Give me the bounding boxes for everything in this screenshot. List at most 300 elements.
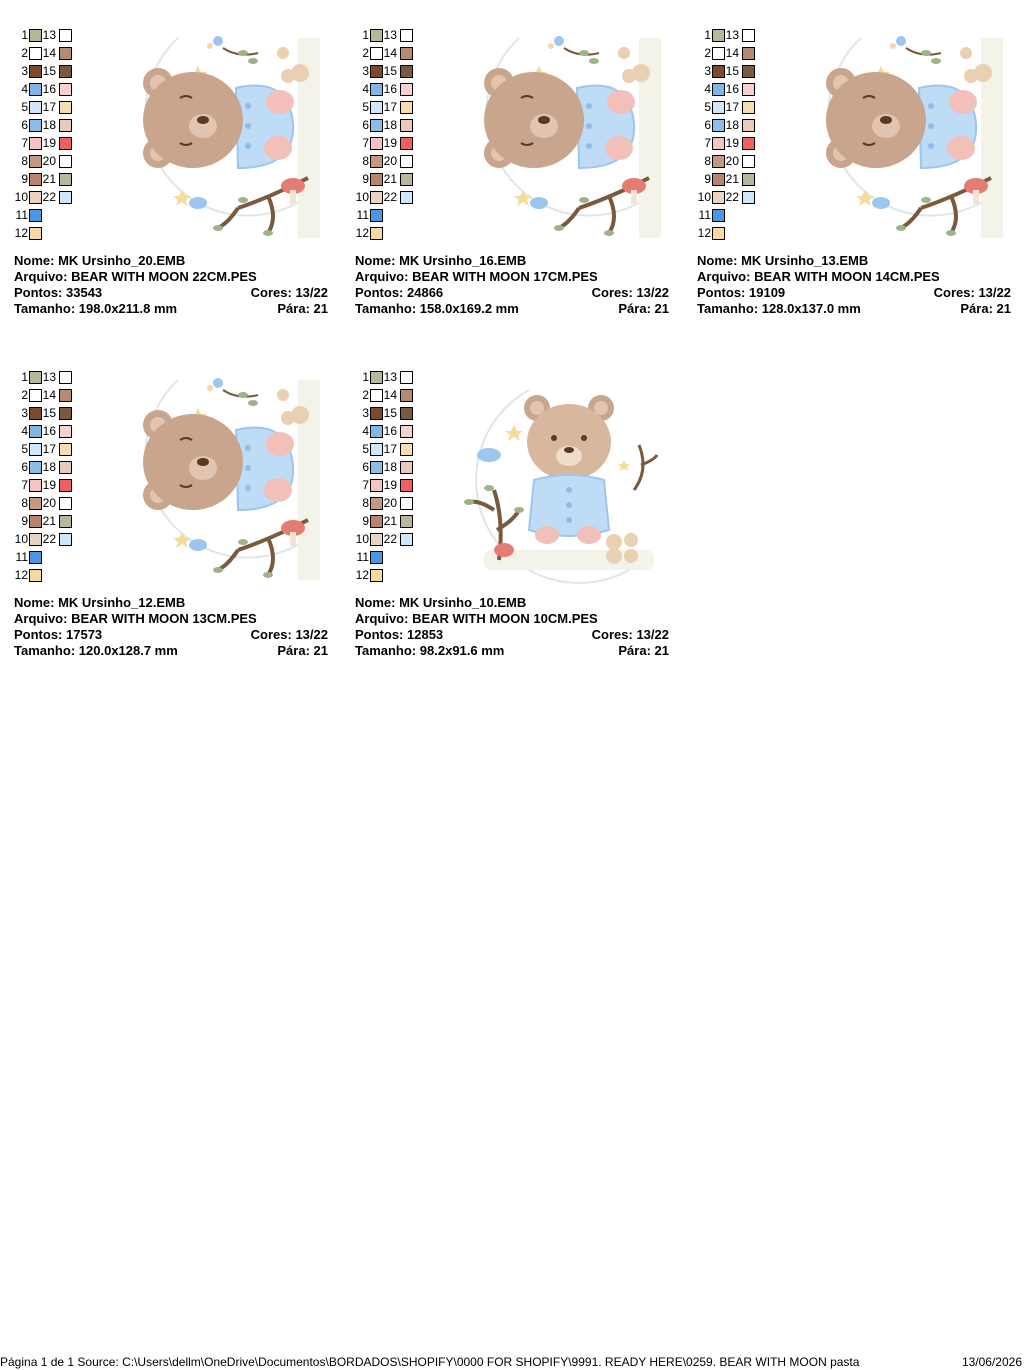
swatch-number: 15 (383, 406, 397, 420)
color-swatch (400, 173, 413, 186)
design-info (14, 253, 328, 317)
arquivo-value: BEAR WITH MOON 22CM.PES (71, 269, 257, 284)
color-swatch (29, 191, 42, 204)
cores-field (934, 285, 1011, 301)
para-field (277, 301, 328, 317)
nome-label: Nome: (14, 253, 55, 268)
footer-date: 13/06/2026 (961, 1355, 1022, 1369)
swatch-number: 4 (362, 82, 369, 96)
swatch-number: 3 (362, 406, 369, 420)
tamanho-value: 98.2x91.6 mm (419, 643, 505, 658)
swatch-number: 18 (725, 118, 739, 132)
nome-line (697, 253, 1011, 269)
swatch-number: 10 (697, 190, 711, 204)
swatch-number: 21 (383, 172, 397, 186)
page-footer (0, 1354, 1024, 1370)
color-swatch (712, 173, 725, 186)
color-swatch (742, 173, 755, 186)
swatch-number: 3 (21, 64, 28, 78)
color-swatch (59, 191, 72, 204)
swatch-number: 20 (42, 496, 56, 510)
swatch-number: 21 (383, 514, 397, 528)
color-swatch (712, 65, 725, 78)
swatch-number: 18 (42, 118, 56, 132)
swatch-number: 6 (362, 118, 369, 132)
swatch-number: 9 (21, 514, 28, 528)
swatch-number: 10 (355, 190, 369, 204)
color-swatch (370, 371, 383, 384)
para-field (618, 301, 669, 317)
color-swatch (400, 425, 413, 438)
color-swatch (712, 155, 725, 168)
cores-value: 13/22 (295, 285, 328, 300)
swatch-number: 21 (42, 514, 56, 528)
pontos-value: 17573 (66, 627, 103, 642)
design-info (355, 595, 669, 659)
swatch-number: 11 (356, 208, 369, 222)
color-swatch (59, 515, 72, 528)
swatch-number: 13 (42, 28, 56, 42)
color-swatch (29, 389, 42, 402)
color-swatch (370, 443, 383, 456)
swatch-number: 3 (362, 64, 369, 78)
swatch-number: 22 (383, 532, 397, 546)
color-swatch (29, 173, 42, 186)
para-label: Pára: (618, 643, 651, 658)
color-swatch (29, 155, 42, 168)
tamanho-value: 158.0x169.2 mm (419, 301, 519, 316)
swatch-number: 5 (362, 100, 369, 114)
para-field (960, 301, 1011, 317)
color-swatch (400, 101, 413, 114)
pontos-value: 19109 (749, 285, 786, 300)
color-swatch (712, 137, 725, 150)
pontos-label: Pontos: (14, 627, 63, 642)
swatch-number: 5 (362, 442, 369, 456)
color-swatch (712, 29, 725, 42)
swatch-number: 7 (362, 136, 369, 150)
swatch-number: 13 (383, 28, 397, 42)
color-swatch (59, 443, 72, 456)
para-field (277, 643, 328, 659)
swatch-number: 5 (704, 100, 711, 114)
swatch-number: 21 (725, 172, 739, 186)
para-field (618, 643, 669, 659)
arquivo-value: BEAR WITH MOON 14CM.PES (754, 269, 940, 284)
pontos-label: Pontos: (697, 285, 746, 300)
color-swatch (370, 497, 383, 510)
color-swatch (400, 137, 413, 150)
swatch-number: 11 (356, 550, 369, 564)
swatch-number: 1 (362, 370, 369, 384)
swatch-number: 22 (42, 532, 56, 546)
color-swatch (59, 83, 72, 96)
color-swatch (400, 371, 413, 384)
tamanho-line (355, 301, 669, 317)
arquivo-label: Arquivo: (14, 611, 68, 626)
swatch-number: 16 (725, 82, 739, 96)
swatch-number: 3 (704, 64, 711, 78)
bear-sleeping-on-moon-icon (118, 28, 328, 243)
color-swatch (29, 497, 42, 510)
arquivo-line (14, 269, 328, 285)
color-swatch (400, 65, 413, 78)
nome-label: Nome: (355, 253, 396, 268)
cores-field (251, 285, 328, 301)
swatch-number: 20 (725, 154, 739, 168)
swatch-number: 22 (725, 190, 739, 204)
color-swatch (29, 425, 42, 438)
para-label: Pára: (960, 301, 993, 316)
swatch-number: 4 (21, 82, 28, 96)
bear-sitting-on-moon-icon (459, 370, 669, 585)
color-swatch (29, 515, 42, 528)
color-swatch (29, 101, 42, 114)
swatch-number: 9 (704, 172, 711, 186)
swatch-number: 14 (42, 388, 56, 402)
color-swatch (370, 29, 383, 42)
arquivo-label: Arquivo: (697, 269, 751, 284)
color-swatch (370, 209, 383, 222)
swatch-number: 13 (383, 370, 397, 384)
color-swatch (29, 533, 42, 546)
color-swatch (742, 83, 755, 96)
color-swatch (370, 407, 383, 420)
nome-line (14, 253, 328, 269)
swatch-number: 21 (42, 172, 56, 186)
color-swatch (400, 443, 413, 456)
nome-label: Nome: (355, 595, 396, 610)
tamanho-label: Tamanho: (14, 301, 76, 316)
color-swatch (742, 101, 755, 114)
color-swatch (400, 533, 413, 546)
swatch-number: 5 (21, 100, 28, 114)
tamanho-label: Tamanho: (355, 301, 417, 316)
color-swatch (59, 407, 72, 420)
color-swatch (29, 137, 42, 150)
swatch-number: 6 (21, 460, 28, 474)
swatch-number: 19 (383, 478, 397, 492)
cores-field (592, 627, 669, 643)
pontos-line (14, 285, 328, 301)
swatch-number: 10 (14, 190, 28, 204)
color-swatch (59, 371, 72, 384)
design-card-5 (355, 370, 675, 670)
color-swatch (370, 515, 383, 528)
swatch-number: 1 (21, 28, 28, 42)
para-label: Pára: (618, 301, 651, 316)
swatch-number: 2 (362, 388, 369, 402)
color-swatch (370, 425, 383, 438)
color-swatch (370, 551, 383, 564)
swatch-number: 12 (355, 226, 369, 240)
arquivo-line (697, 269, 1011, 285)
color-swatch (370, 137, 383, 150)
swatch-number: 10 (355, 532, 369, 546)
color-swatch (742, 47, 755, 60)
color-swatch (59, 533, 72, 546)
color-swatch (400, 515, 413, 528)
arquivo-value: BEAR WITH MOON 13CM.PES (71, 611, 257, 626)
color-swatch (712, 191, 725, 204)
swatch-number: 19 (42, 136, 56, 150)
nome-line (14, 595, 328, 611)
swatch-number: 13 (725, 28, 739, 42)
swatch-number: 15 (383, 64, 397, 78)
nome-value: MK Ursinho_12.EMB (58, 595, 186, 610)
color-swatch (400, 497, 413, 510)
para-value: 21 (313, 643, 328, 658)
tamanho-line (14, 643, 328, 659)
cores-value: 13/22 (636, 627, 669, 642)
swatch-number: 8 (704, 154, 711, 168)
tamanho-value: 128.0x137.0 mm (761, 301, 861, 316)
swatch-number: 2 (21, 46, 28, 60)
swatch-number: 15 (42, 64, 56, 78)
color-swatch (370, 569, 383, 582)
arquivo-value: BEAR WITH MOON 10CM.PES (412, 611, 598, 626)
cores-field (251, 627, 328, 643)
bear-sleeping-on-moon-icon (459, 28, 669, 243)
color-swatch (400, 47, 413, 60)
color-swatch (370, 173, 383, 186)
swatch-number: 2 (21, 388, 28, 402)
nome-line (355, 253, 669, 269)
swatch-number: 6 (21, 118, 28, 132)
cores-label: Cores: (250, 285, 292, 300)
swatch-number: 15 (725, 64, 739, 78)
color-swatch (59, 101, 72, 114)
arquivo-label: Arquivo: (355, 611, 409, 626)
swatch-number: 22 (42, 190, 56, 204)
pontos-value: 12853 (407, 627, 444, 642)
design-info (355, 253, 669, 317)
color-swatch (29, 371, 42, 384)
swatch-number: 11 (15, 550, 28, 564)
color-swatch (59, 173, 72, 186)
swatch-number: 6 (362, 460, 369, 474)
arquivo-label: Arquivo: (355, 269, 409, 284)
swatch-number: 9 (362, 514, 369, 528)
swatch-number: 2 (704, 46, 711, 60)
color-swatch (59, 155, 72, 168)
swatch-number: 7 (362, 478, 369, 492)
swatch-number: 7 (21, 478, 28, 492)
color-swatch (370, 389, 383, 402)
swatch-number: 4 (704, 82, 711, 96)
swatch-number: 12 (697, 226, 711, 240)
color-swatch (29, 209, 42, 222)
cores-label: Cores: (250, 627, 292, 642)
swatch-number: 19 (42, 478, 56, 492)
swatch-number: 17 (383, 100, 397, 114)
arquivo-value: BEAR WITH MOON 17CM.PES (412, 269, 598, 284)
color-swatch (29, 65, 42, 78)
swatch-number: 14 (383, 46, 397, 60)
color-swatch (400, 191, 413, 204)
pontos-value: 24866 (407, 285, 444, 300)
swatch-number: 1 (704, 28, 711, 42)
arquivo-line (14, 611, 328, 627)
color-swatch (400, 119, 413, 132)
color-swatch (370, 461, 383, 474)
swatch-number: 6 (704, 118, 711, 132)
color-swatch (370, 65, 383, 78)
color-swatch (59, 65, 72, 78)
color-swatch (712, 227, 725, 240)
swatch-number: 8 (21, 154, 28, 168)
nome-label: Nome: (697, 253, 738, 268)
color-swatch (400, 389, 413, 402)
color-swatch (370, 83, 383, 96)
swatch-number: 17 (725, 100, 739, 114)
color-swatch (370, 533, 383, 546)
swatch-number: 1 (21, 370, 28, 384)
tamanho-label: Tamanho: (14, 643, 76, 658)
color-swatch (370, 119, 383, 132)
swatch-number: 4 (362, 424, 369, 438)
color-swatch (59, 47, 72, 60)
design-info (14, 595, 328, 659)
swatch-number: 20 (383, 154, 397, 168)
color-swatch (742, 137, 755, 150)
swatch-number: 4 (21, 424, 28, 438)
color-swatch (370, 227, 383, 240)
pontos-label: Pontos: (355, 285, 404, 300)
cores-field (592, 285, 669, 301)
arquivo-line (355, 611, 669, 627)
swatch-number: 19 (383, 136, 397, 150)
color-swatch (370, 155, 383, 168)
para-value: 21 (313, 301, 328, 316)
swatch-number: 16 (42, 424, 56, 438)
color-swatch (712, 101, 725, 114)
color-swatch (29, 461, 42, 474)
pontos-line (14, 627, 328, 643)
nome-value: MK Ursinho_13.EMB (741, 253, 869, 268)
color-swatch (742, 155, 755, 168)
swatch-number: 11 (15, 208, 28, 222)
color-swatch (712, 209, 725, 222)
color-swatch (59, 497, 72, 510)
tamanho-value: 198.0x211.8 mm (78, 301, 178, 316)
swatch-number: 9 (362, 172, 369, 186)
cores-value: 13/22 (295, 627, 328, 642)
swatch-number: 12 (14, 568, 28, 582)
design-card-1 (14, 28, 334, 328)
color-swatch (29, 227, 42, 240)
swatch-number: 7 (704, 136, 711, 150)
tamanho-line (355, 643, 669, 659)
pontos-label: Pontos: (355, 627, 404, 642)
color-swatch (712, 119, 725, 132)
swatch-number: 10 (14, 532, 28, 546)
tamanho-label: Tamanho: (697, 301, 759, 316)
color-swatch (29, 443, 42, 456)
color-swatch (400, 407, 413, 420)
pontos-line (697, 285, 1011, 301)
pontos-line (355, 285, 669, 301)
bear-sleeping-on-moon-icon (801, 28, 1011, 243)
color-swatch (370, 191, 383, 204)
swatch-number: 17 (383, 442, 397, 456)
design-card-2 (355, 28, 675, 328)
tamanho-line (14, 301, 328, 317)
color-swatch (59, 137, 72, 150)
swatch-number: 14 (42, 46, 56, 60)
color-swatch (59, 389, 72, 402)
design-card-4 (14, 370, 334, 670)
design-info (697, 253, 1011, 317)
para-value: 21 (996, 301, 1011, 316)
swatch-number: 14 (725, 46, 739, 60)
para-value: 21 (654, 643, 669, 658)
swatch-number: 5 (21, 442, 28, 456)
swatch-number: 8 (21, 496, 28, 510)
swatch-number: 18 (383, 460, 397, 474)
color-swatch (742, 65, 755, 78)
cores-value: 13/22 (636, 285, 669, 300)
tamanho-value: 120.0x128.7 mm (78, 643, 178, 658)
pontos-line (355, 627, 669, 643)
swatch-number: 12 (355, 568, 369, 582)
pontos-value: 33543 (66, 285, 103, 300)
color-swatch (29, 47, 42, 60)
color-swatch (59, 119, 72, 132)
swatch-number: 9 (21, 172, 28, 186)
cores-label: Cores: (591, 285, 633, 300)
swatch-number: 16 (383, 424, 397, 438)
color-swatch (59, 461, 72, 474)
color-swatch (59, 425, 72, 438)
cores-value: 13/22 (978, 285, 1011, 300)
color-swatch (712, 83, 725, 96)
color-swatch (29, 407, 42, 420)
nome-value: MK Ursinho_10.EMB (399, 595, 527, 610)
cores-label: Cores: (591, 627, 633, 642)
color-swatch (742, 119, 755, 132)
nome-label: Nome: (14, 595, 55, 610)
swatch-number: 8 (362, 496, 369, 510)
nome-value: MK Ursinho_16.EMB (399, 253, 527, 268)
color-swatch (742, 29, 755, 42)
swatch-number: 20 (42, 154, 56, 168)
arquivo-label: Arquivo: (14, 269, 68, 284)
swatch-number: 17 (42, 442, 56, 456)
swatch-number: 18 (42, 460, 56, 474)
swatch-number: 14 (383, 388, 397, 402)
color-swatch (712, 47, 725, 60)
swatch-number: 20 (383, 496, 397, 510)
pontos-label: Pontos: (14, 285, 63, 300)
color-swatch (29, 83, 42, 96)
color-swatch (29, 29, 42, 42)
swatch-number: 12 (14, 226, 28, 240)
color-swatch (370, 101, 383, 114)
swatch-number: 2 (362, 46, 369, 60)
color-swatch (400, 461, 413, 474)
tamanho-label: Tamanho: (355, 643, 417, 658)
nome-value: MK Ursinho_20.EMB (58, 253, 186, 268)
para-label: Pára: (277, 301, 310, 316)
color-swatch (59, 479, 72, 492)
color-swatch (370, 47, 383, 60)
swatch-number: 18 (383, 118, 397, 132)
color-swatch (400, 479, 413, 492)
swatch-number: 15 (42, 406, 56, 420)
design-card-3 (697, 28, 1017, 328)
swatch-number: 17 (42, 100, 56, 114)
